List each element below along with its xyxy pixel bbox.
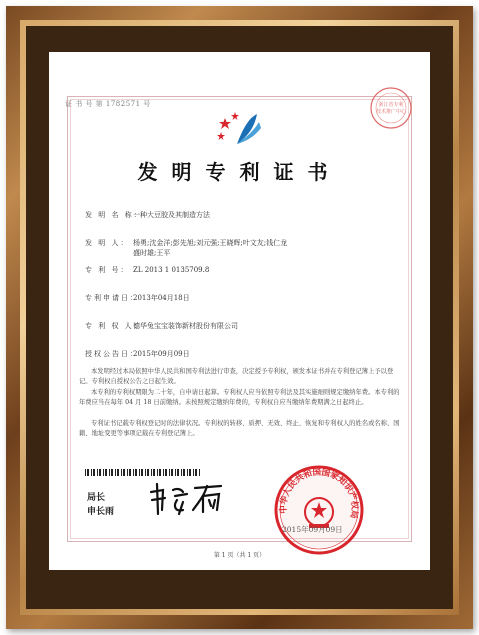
field-inventors-cont: [85, 248, 170, 258]
field-value: 盛时雄;王平: [133, 249, 171, 257]
field-value: 2015年09月09日: [133, 350, 190, 358]
page-footer: 第 1 页（共 1 页）: [213, 552, 266, 559]
field-label: 发 明 名 称：: [85, 211, 143, 219]
certificate-title: 发明专利证书: [137, 160, 342, 184]
seal-text: 中华人民共和国国家知识产权局: [278, 467, 360, 520]
field-label: 专 利 权 人：: [85, 322, 143, 330]
field-label: 专利申请日：: [85, 294, 139, 302]
svg-text:浙江省专利: 浙江省专利: [378, 102, 404, 108]
paragraph-term: 本专利的专利权期限为二十年，自申请日起算。专利权人应当依照专利法及其实施细则规定缴纳年费。本专利的年费应当在每年 04 月 18 日前缴纳。未按照规定缴纳年费的，专利权自应当缴纳年费期满之日起终止。: [79, 389, 400, 407]
field-label: 专 利 号：: [85, 266, 130, 274]
field-value: 德华兔宝宝装饰新材股份有限公司: [133, 322, 238, 330]
field-patentee: [85, 321, 238, 331]
field-value: 2013年04月18日: [133, 294, 190, 302]
certificate-paper: [49, 52, 430, 570]
field-application-date: [85, 293, 190, 303]
field-invention-name: [85, 210, 210, 220]
certificate-number: 证 书 号 第 1782571 号: [65, 100, 151, 108]
director-title: 局长: [87, 493, 106, 503]
field-grant-date: [85, 349, 190, 359]
paragraph-grant: 本发明经过本局依照中华人民共和国专利法进行审查，决定授予专利权，颁发本证书并在专利登记簿上予以登记。专利权自授权公告之日起生效。: [79, 368, 394, 386]
handwritten-signature: [147, 480, 237, 516]
field-label: 授权公告日：: [85, 350, 139, 358]
seal-date: 2015年09月09日: [282, 525, 343, 534]
field-value: ZL 2013 1 0135709.8: [133, 266, 210, 274]
patent-office-emblem-icon: [215, 108, 267, 148]
director-name: 申长雨: [87, 507, 115, 517]
official-seal-icon: [273, 464, 365, 556]
field-value: 杨勇;沈金洋;彭先旭;刘元强;王晓辉;叶文友;钱仁龙: [133, 239, 288, 247]
field-label: 发 明 人：: [85, 239, 130, 247]
small-stamp-icon: [369, 86, 413, 130]
paragraph-status: 专利证书记载专利权登记时的法律状况。专利权的转移、质押、无效、终止、恢复和专利权人的姓名或名称、国籍、地址变更等事项记载在专利登记簿上。: [79, 420, 400, 438]
svg-text:技术推广中心: 技术推广中心: [375, 109, 407, 115]
barcode: [85, 469, 201, 476]
field-inventors: [85, 238, 287, 248]
field-value: 一种大豆胶及其制造方法: [133, 211, 210, 219]
field-patent-number: [85, 265, 209, 275]
